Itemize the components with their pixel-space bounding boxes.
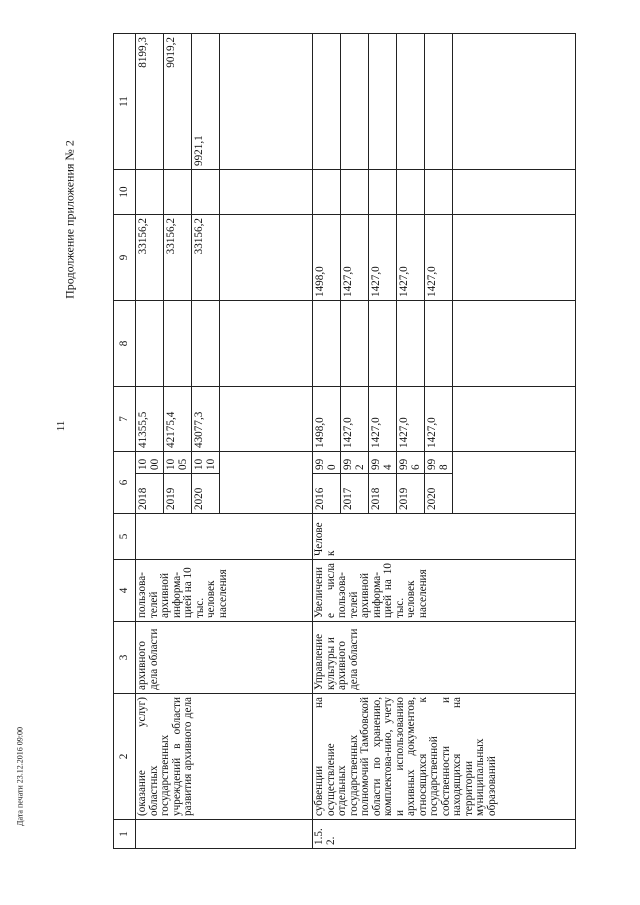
amount-cell: 1427,0 [341,215,369,301]
amount-cell: 9019,2 [164,34,192,170]
amount-cell: 1427,0 [369,215,397,301]
amount-cell: 33156,2 [136,215,164,301]
header-cell: 3 [114,622,136,694]
header-cell: 10 [114,170,136,215]
empty-cell [220,215,313,301]
empty-cell [453,215,576,301]
section-b-description: субвенции на осуществление отдельных государственных полномочий Тамбовской области по хранению, комплектова-нию, учету и использованию архивных документов, относящихся к государственной собственности и находящихся на территории муниципальных образований [313,694,576,820]
header-cell: 4 [114,560,136,622]
table-row [136,34,164,849]
empty-cell [192,170,220,215]
empty-cell [425,170,453,215]
year-cell: 2018 [369,474,397,514]
empty-cell [341,301,369,387]
amount-cell: 33156,2 [192,215,220,301]
empty-cell [220,387,313,452]
amount-cell: 1427,0 [341,387,369,452]
section-a-col1 [136,820,313,849]
amount-cell: 1427,0 [397,215,425,301]
appendix-note: Продолжение приложения № 2 [62,140,77,299]
empty-cell [453,34,576,170]
empty-cell [220,34,313,170]
empty-cell [425,34,453,170]
empty-cell [369,170,397,215]
header-cell: 8 [114,301,136,387]
year-cell: 2019 [397,474,425,514]
amount-cell: 1498,0 [313,215,341,301]
amount-cell: 9921,1 [192,34,220,170]
value-cell: 1010 [192,452,220,474]
amount-cell: 1427,0 [397,387,425,452]
header-cell: 1 [114,820,136,849]
empty-cell [136,301,164,387]
header-cell: 9 [114,215,136,301]
empty-cell [453,452,576,514]
empty-cell [313,34,341,170]
empty-cell [220,452,313,514]
header-cell: 2 [114,694,136,820]
table-row [313,34,341,849]
value-cell: 1005 [164,452,192,474]
amount-cell: 1427,0 [425,215,453,301]
value-cell: 998 [425,452,453,474]
header-cell: 5 [114,514,136,560]
empty-cell [341,34,369,170]
header-row [114,34,136,849]
page-number: 11 [55,420,67,432]
empty-cell [369,301,397,387]
empty-cell [220,170,313,215]
year-cell: 2017 [341,474,369,514]
value-cell: 996 [397,452,425,474]
empty-cell [425,301,453,387]
value-cell: 994 [369,452,397,474]
empty-cell [136,170,164,215]
program-table [113,33,576,849]
value-cell: 992 [341,452,369,474]
empty-cell [192,301,220,387]
year-cell: 2019 [164,474,192,514]
amount-cell: 1427,0 [425,387,453,452]
amount-cell: 1427,0 [369,387,397,452]
empty-cell [453,301,576,387]
year-cell: 2020 [425,474,453,514]
amount-cell: 41355,5 [136,387,164,452]
empty-cell [397,301,425,387]
year-cell: 2020 [192,474,220,514]
empty-cell [453,387,576,452]
empty-cell [313,170,341,215]
empty-cell [369,34,397,170]
header-cell: 11 [114,34,136,170]
section-a-indicator: пользова-телей архивной информа-цией на 10 тыс. человек населения [136,560,313,622]
rotated-table-container [113,34,628,849]
amount-cell: 43077,3 [192,387,220,452]
header-cell: 7 [114,387,136,452]
empty-cell [453,170,576,215]
amount-cell: 1498,0 [313,387,341,452]
value-cell: 990 [313,452,341,474]
section-a-unit [136,514,313,560]
amount-cell: 8199,3 [136,34,164,170]
header-cell: 6 [114,452,136,514]
empty-cell [164,170,192,215]
section-b-indicator: Увеличение числа пользова-телей архивной информа-цией на 10 тыс. человек населения [313,560,576,622]
amount-cell: 33156,2 [164,215,192,301]
empty-cell [397,34,425,170]
section-b-executor: Управление культуры и архивного дела области [313,622,576,694]
year-cell: 2016 [313,474,341,514]
empty-cell [313,301,341,387]
value-cell: 1000 [136,452,164,474]
empty-cell [220,301,313,387]
section-b-number: 1.5.2. [313,820,576,849]
empty-cell [341,170,369,215]
print-date: Дата печати 23.12.2016 09:00 [15,727,25,826]
empty-cell [397,170,425,215]
section-a-executor: архивного дела области [136,622,313,694]
section-a-description: (оказание услуг) областных государственных учреждений в области развития архивного дела [136,694,313,820]
amount-cell: 42175,4 [164,387,192,452]
empty-cell [164,301,192,387]
year-cell: 2018 [136,474,164,514]
section-b-unit: Человек [313,514,576,560]
